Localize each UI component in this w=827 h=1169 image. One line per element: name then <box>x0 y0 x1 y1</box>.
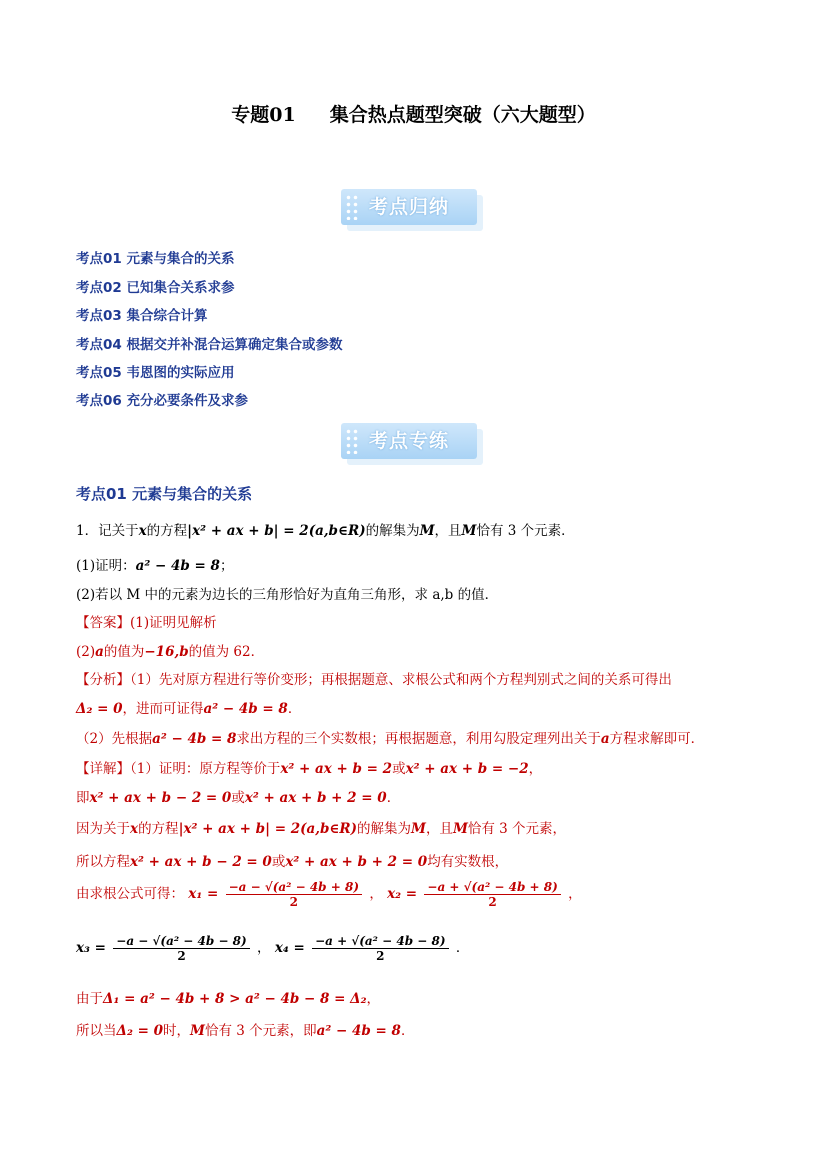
banner-summary-label: 考点归纳 <box>368 196 449 218</box>
banner-practice-label: 考点专练 <box>368 430 449 452</box>
detail-line3: 因为关于x的方程|x² + ax + b| = 2(a,b∈R)的解集为M，且M恰有 3 个元素， <box>76 821 567 837</box>
toc-item: 考点04 根据交并补混合运算确定集合或参数 <box>76 337 343 353</box>
root-x1-label: x₁ = <box>188 886 219 902</box>
root-x4-fraction: $\frac{\text{−a + √(a² − 4b − 8)}}{2}$ <box>312 934 448 963</box>
root-x3-fraction: $\frac{\text{−a − √(a² − 4b − 8)}}{2}$ <box>113 934 249 963</box>
analysis-line1: 【分析】（1）先对原方程进行等价变形；再根据题意、求根公式和两个方程判别式之间的关系可得出 <box>76 672 672 688</box>
analysis-line2: Δ₂ = 0，进而可证得a² − 4b = 8． <box>76 701 302 717</box>
analysis-line3: （2）先根据a² − 4b = 8求出方程的三个实数根；再根据题意，利用勾股定理列出关于a方程求解即可． <box>76 731 705 747</box>
root-x2-label: x₂ = <box>387 886 418 902</box>
detail-line4: 所以方程x² + ax + b − 2 = 0或x² + ax + b + 2 = 0均有实数根， <box>76 854 509 870</box>
root-x2-fraction: $\frac{\text{−a + √(a² − 4b + 8)}}{2}$ <box>424 880 560 909</box>
detail-line1: 【详解】（1）证明：原方程等价于x² + ax + b = 2或x² + ax + b = −2， <box>76 761 543 777</box>
problem-part2: (2)若以 M 中的元素为边长的三角形恰好为直角三角形，求 a,b 的值． <box>76 587 499 603</box>
toc-item: 考点05 韦恩图的实际应用 <box>76 365 235 381</box>
problem-statement: 1．记关于x的方程|x² + ax + b| = 2(a,b∈R)的解集为M，且M恰有 3 个元素． <box>76 523 575 539</box>
banner-practice <box>341 423 487 467</box>
root-x1-fraction: $\frac{\text{−a − √(a² − 4b + 8)}}{2}$ <box>226 880 362 909</box>
analysis-label: 【分析】 <box>76 672 130 688</box>
page-title <box>0 100 827 127</box>
toc-item: 考点06 充分必要条件及求参 <box>76 393 248 409</box>
banner-summary <box>341 189 487 233</box>
toc-item: 考点03 集合综合计算 <box>76 308 208 324</box>
toc-item: 考点02 已知集合关系求参 <box>76 280 235 296</box>
detail-line7: 由于Δ₁ = a² − 4b + 8 > a² − 4b − 8 = Δ₂， <box>76 991 381 1007</box>
answer-line2: (2)a的值为−16,b的值为 62． <box>76 644 265 660</box>
title-topic-number: 专题01 <box>231 104 296 126</box>
detail-label: 【详解】 <box>76 761 130 777</box>
detail-roots-line2: x₃ = $\frac{\text{−a − √(a² − 4b − 8)}}{2}$ ， x₄ = $\frac{\text{−a + √(a² − 4b − 8)}}{2}$ ． <box>76 934 470 963</box>
answer-line1: 【答案】(1)证明见解析 <box>76 615 217 631</box>
section-heading: 考点01 元素与集合的关系 <box>76 485 253 503</box>
detail-roots-line1: 由求根公式可得： x₁ = $\frac{\text{−a − √(a² − 4b + 8)}}{2}$ ， x₂ = $\frac{\text{−a + √(a² − 4b + 8)}}{2}$ ， <box>76 880 582 909</box>
title-topic-name: 集合热点题型突破（六大题型） <box>329 104 596 126</box>
detail-line8: 所以当Δ₂ = 0时，M恰有 3 个元素，即a² − 4b = 8． <box>76 1023 415 1039</box>
detail-line2: 即x² + ax + b − 2 = 0或x² + ax + b + 2 = 0． <box>76 790 401 806</box>
toc-item: 考点01 元素与集合的关系 <box>76 251 235 267</box>
answer-label: 【答案】 <box>76 615 130 631</box>
root-x3-label: x₃ = <box>76 940 106 956</box>
root-x4-label: x₄ = <box>274 940 305 956</box>
problem-part1: (1)证明：a² − 4b = 8； <box>76 558 234 574</box>
